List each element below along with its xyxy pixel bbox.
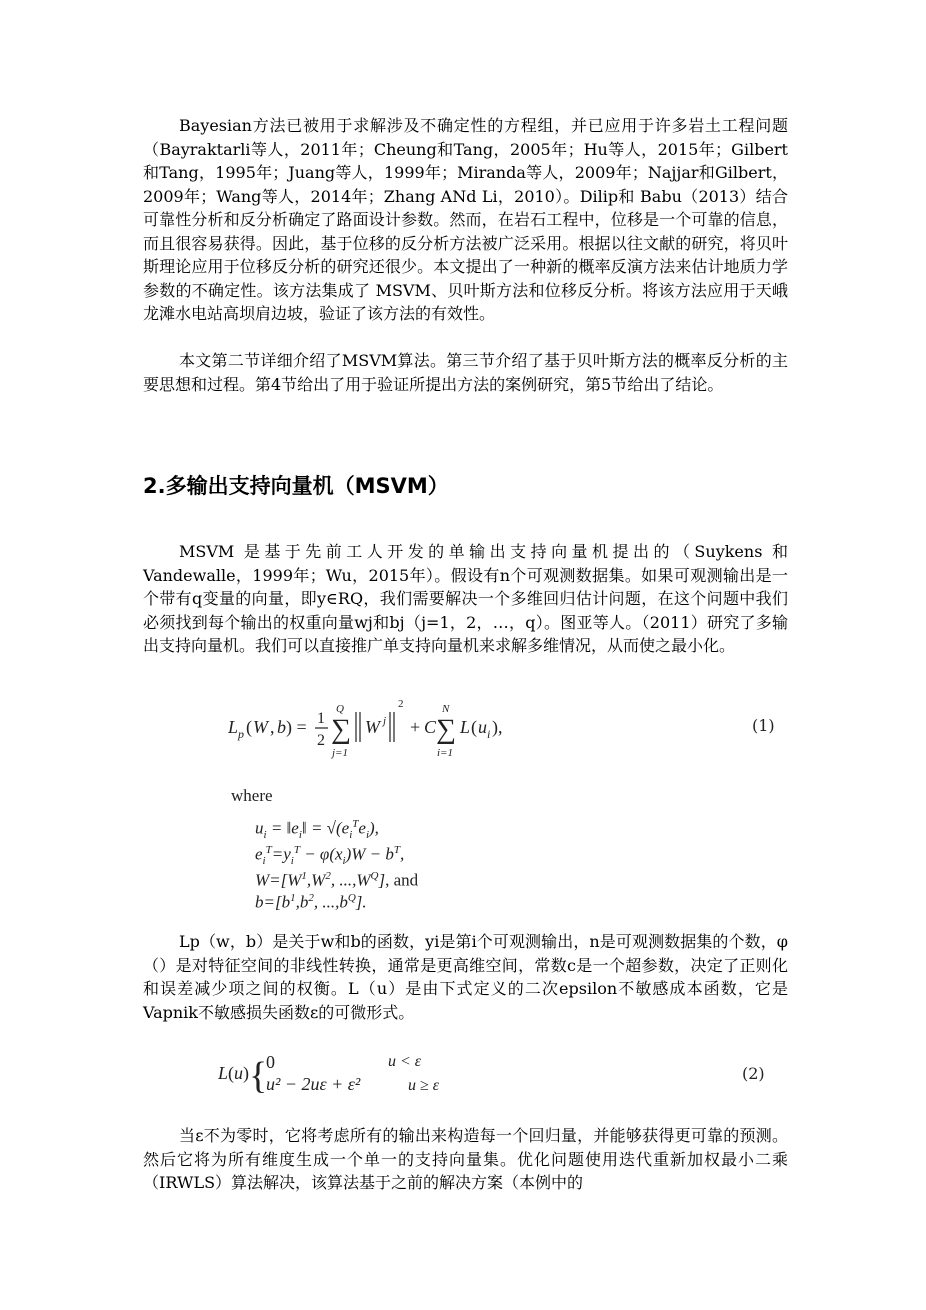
svg-text:L: L bbox=[460, 717, 471, 737]
section-heading: 2.多输出支持向量机（MSVM） bbox=[143, 474, 449, 498]
paragraph-msvm: MSVM 是基于先前工人开发的单输出支持向量机提出的（Suykens 和Vandewalle，1999年；Wu，2015年）。假设有n个可观测数据集。如果可观测输出是一个带有q变量的向量，即y∈RQ，我们需要解决一个多维回归估计问题，在这个问题中我们必须找到每个输出的权重向量wj和bj（j=1，2，…，q）。图亚等人。（2011）研究了多输出支持向量机。我们可以直接推广单支持向量机来求解多维情况，从而使之最小化。 bbox=[143, 542, 788, 655]
svg-text:i=1: i=1 bbox=[437, 747, 453, 759]
svg-text:): ) bbox=[243, 1063, 249, 1083]
svg-text:∑: ∑ bbox=[331, 714, 351, 745]
equation-1-number: (1) bbox=[752, 716, 775, 735]
svg-text:j=1: j=1 bbox=[332, 747, 348, 759]
equation-2-formula bbox=[218, 1046, 518, 1100]
svg-text:{: { bbox=[249, 1055, 268, 1097]
equation-1-formula bbox=[228, 700, 788, 766]
svg-text:L: L bbox=[218, 1063, 229, 1083]
svg-text:W: W bbox=[365, 717, 380, 737]
svg-text:W: W bbox=[253, 717, 268, 737]
svg-text:),: ), bbox=[492, 717, 503, 737]
svg-text:∑: ∑ bbox=[436, 714, 456, 745]
svg-text:+: + bbox=[410, 717, 421, 737]
equation-definitions bbox=[231, 786, 651, 916]
eq2-case2-condition: u ≥ ε bbox=[408, 1077, 440, 1094]
paragraph-intro: Bayesian方法已被用于求解涉及不确定性的方程组，并已应用于许多岩土工程问题（Bayraktarli等人，2011年；Cheung和Tang，2005年；Hu等人，2015年；Gilbert和Tang，1995年；Juang等人，1999年；Miranda等人，2009年；Najjar和Gilbert，2009年；Wang等人，2014年；Zhang ANd Li，2010）。Dilip和 Babu（2013）结合可靠性分析和反分析确定了路面设计参数。然而，在岩石工程中，位移是一个可靠的信息，而且很容易获得。因此，基于位移的反分析方法被广泛采用。根据以往文献的研究，将贝叶斯理论应用于位移反分析的研究还很少。本文提出了一种新的概率反演方法来估计地质力学参数的不确定性。该方法集成了 MSVM、贝叶斯方法和位移反分析。将该方法应用于天峨龙滩水电站高坝肩边坡，验证了该方法的有效性。 bbox=[143, 116, 788, 323]
equation-1 bbox=[228, 700, 788, 766]
svg-text:2: 2 bbox=[398, 700, 404, 710]
svg-text:,: , bbox=[270, 717, 275, 737]
svg-text:(: ( bbox=[228, 1063, 234, 1083]
definition-w: $W=[W^1,W^2$, $...,W^Q$], and bbox=[255, 870, 419, 890]
svg-text:b: b bbox=[277, 717, 286, 737]
svg-text:L: L bbox=[228, 717, 239, 737]
svg-text:j: j bbox=[383, 715, 387, 727]
equation-2 bbox=[218, 1046, 788, 1100]
svg-text:p: p bbox=[238, 727, 244, 741]
eq2-case1-condition: u < ε bbox=[388, 1053, 422, 1070]
svg-text:) =: ) = bbox=[286, 717, 307, 737]
eq2-case1-value: 0 bbox=[266, 1052, 275, 1072]
equation-2-number: (2) bbox=[742, 1064, 765, 1083]
svg-text:1: 1 bbox=[317, 710, 325, 727]
svg-text:2: 2 bbox=[317, 732, 325, 749]
definition-b: $b=[b^1,b^2$, $...,b^Q$]. bbox=[255, 892, 367, 912]
svg-text:Q: Q bbox=[336, 703, 344, 715]
svg-text:i: i bbox=[487, 727, 491, 741]
svg-text:u² − 2uε + ε²: u² − 2uε + ε² bbox=[266, 1074, 361, 1094]
svg-text:N: N bbox=[442, 703, 450, 715]
svg-text:u: u bbox=[478, 717, 487, 737]
svg-text:C: C bbox=[424, 717, 437, 737]
definition-u: $u_i$ = $‖e_i‖ = √(e_i^Te_i)$, bbox=[255, 818, 379, 842]
definition-e: $e_i^T=y_i^T - \varphi(x_i)W - b^T$, bbox=[255, 844, 405, 868]
paragraph-epsilon: 当ε不为零时，它将考虑所有的输出来构造每一个回归量，并能够获得更可靠的预测。然后它将为所有维度生成一个单一的支持向量集。优化问题使用迭代重新加权最小二乘（IRWLS）算法解决，该算法基于之前的解决方案（本例中的 bbox=[143, 1126, 788, 1192]
and-word: , and bbox=[385, 870, 419, 890]
svg-text:(: ( bbox=[471, 717, 477, 737]
svg-text:u: u bbox=[234, 1063, 243, 1083]
svg-text:(: ( bbox=[246, 717, 252, 737]
where-label: where bbox=[231, 786, 273, 805]
paragraph-lp-description: Lp（w，b）是关于w和b的函数，yi是第i个可观测输出，n是可观测数据集的个数，φ（）是对特征空间的非线性转换，通常是更高维空间，常数c是一个超参数，决定了正则化和误差减少项之间的权衡。L（u）是由下式定义的二次epsilon不敏感成本函数，它是Vapnik不敏感损失函数ε的可微形式。 bbox=[143, 932, 788, 1022]
paragraph-outline: 本文第二节详细介绍了MSVM算法。第三节介绍了基于贝叶斯方法的概率反分析的主要思想和过程。第4节给出了用于验证所提出方法的案例研究，第5节给出了结论。 bbox=[143, 351, 788, 394]
